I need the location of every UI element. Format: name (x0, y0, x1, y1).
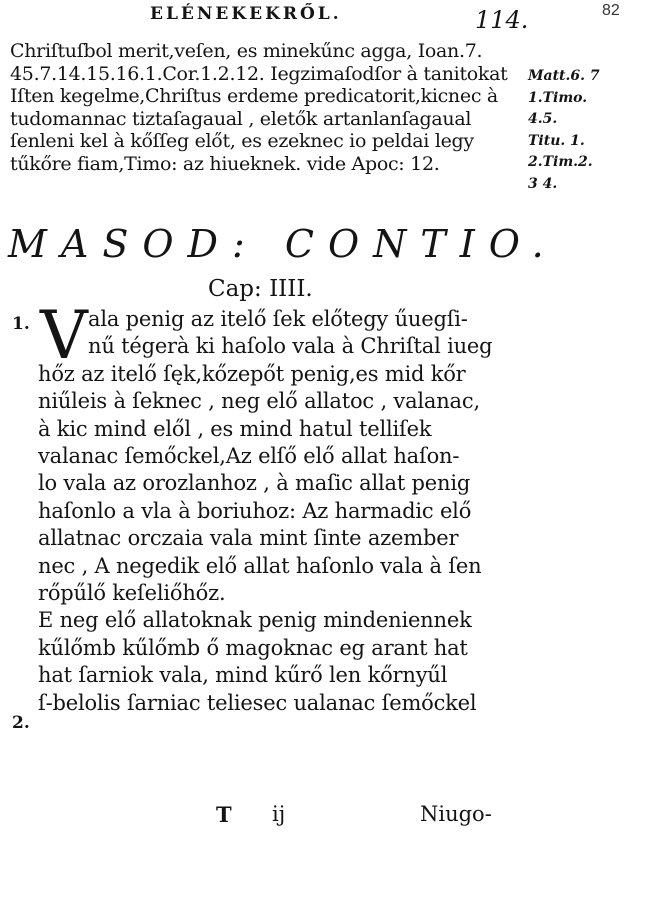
note-line: ſenleni kel à kőſſeg előt, es ezeknec io peldai legy (10, 130, 474, 152)
note-line: tűkőre fiam,Timo: az hiueknek. vide Apoc: 12. (10, 152, 440, 175)
signature-number: ij (272, 802, 286, 826)
verse-number: 2. (12, 713, 30, 733)
section-title: MASOD: CONTIO. (8, 222, 558, 266)
main-text (38, 297, 518, 717)
marginal-ref: 1.Timo. (528, 89, 588, 106)
text-line: ſ-belolis ſarniac teliesec ualanac ſemőckel (38, 690, 477, 715)
text-line: haſonlo a vla à boriuhoz: Az harmadic elő (38, 498, 472, 523)
text-line: lo vala az orozlanhoz , à maſic allat penig (38, 471, 471, 496)
text-line: à kic mind elől , es mind hatul telliſek (38, 416, 432, 441)
note-line: Iſten kegelme,Chriſtus erdeme predicatorit,kicnec à (10, 85, 498, 107)
chapter-heading: Cap: IIII. (208, 276, 313, 302)
marginal-ref: Matt.6. 7 (528, 68, 600, 84)
page-number: 114. (475, 6, 529, 34)
note-line: tudomannac tiztaſagaual , eletők artanlanſagaual (10, 107, 472, 130)
text-line: valanac ſemőckel,Az elſő elő allat haſon- (38, 444, 460, 469)
marginal-ref: 4.5. (528, 111, 558, 127)
text-line: ala penig az itelő ſek előtegy űuegſi- (88, 307, 468, 331)
catchword: Niugo- (420, 802, 492, 826)
text-line: kűlőmb kűlőmb ő magoknac eg arant hat (38, 635, 468, 660)
drop-cap: V (40, 297, 88, 374)
commentary-notes (10, 40, 530, 175)
running-head: ELÉNEKEKRŐL. (150, 4, 342, 24)
marginal-ref: 3 4. (528, 175, 558, 192)
signature-mark: T (216, 802, 232, 827)
text-line: allatnac orczaia vala mint ſinte azember (38, 526, 459, 551)
text-line: hat ſarniok vala, mind kűrő len kőrnyűl (38, 663, 448, 688)
text-line: E neg elő allatoknak penig mindeniennek (38, 608, 472, 633)
text-line: rőpűlő keſeliőhőz. (38, 581, 226, 606)
note-line: 45.7.14.15.16.1.Cor.1.2.12. Iegzimaſodſor à tanitokat (10, 62, 508, 85)
marginal-ref: Titu. 1. (528, 132, 585, 149)
note-line: Chriſtuſbol merit,veſen, es minekűnc agga, Ioan.7. (10, 40, 483, 62)
page-footer (0, 802, 645, 832)
marginal-references (528, 66, 638, 195)
corner-mark: 82 (602, 2, 620, 19)
text-line: niűleis à ſeknec , neg elő allatoc , valanac, (38, 389, 480, 414)
text-line: nű tégerà ki haſolo vala à Chriſtal iueg (88, 334, 493, 359)
text-line: nec , A negedik elő allat haſonlo vala à ſen (38, 553, 482, 578)
verse-number: 1. (12, 314, 30, 334)
text-line: hőz az itelő ſęk,kőzepőt penig,es mid kőr (38, 361, 466, 386)
marginal-ref: 2.Tim.2. (528, 154, 593, 170)
